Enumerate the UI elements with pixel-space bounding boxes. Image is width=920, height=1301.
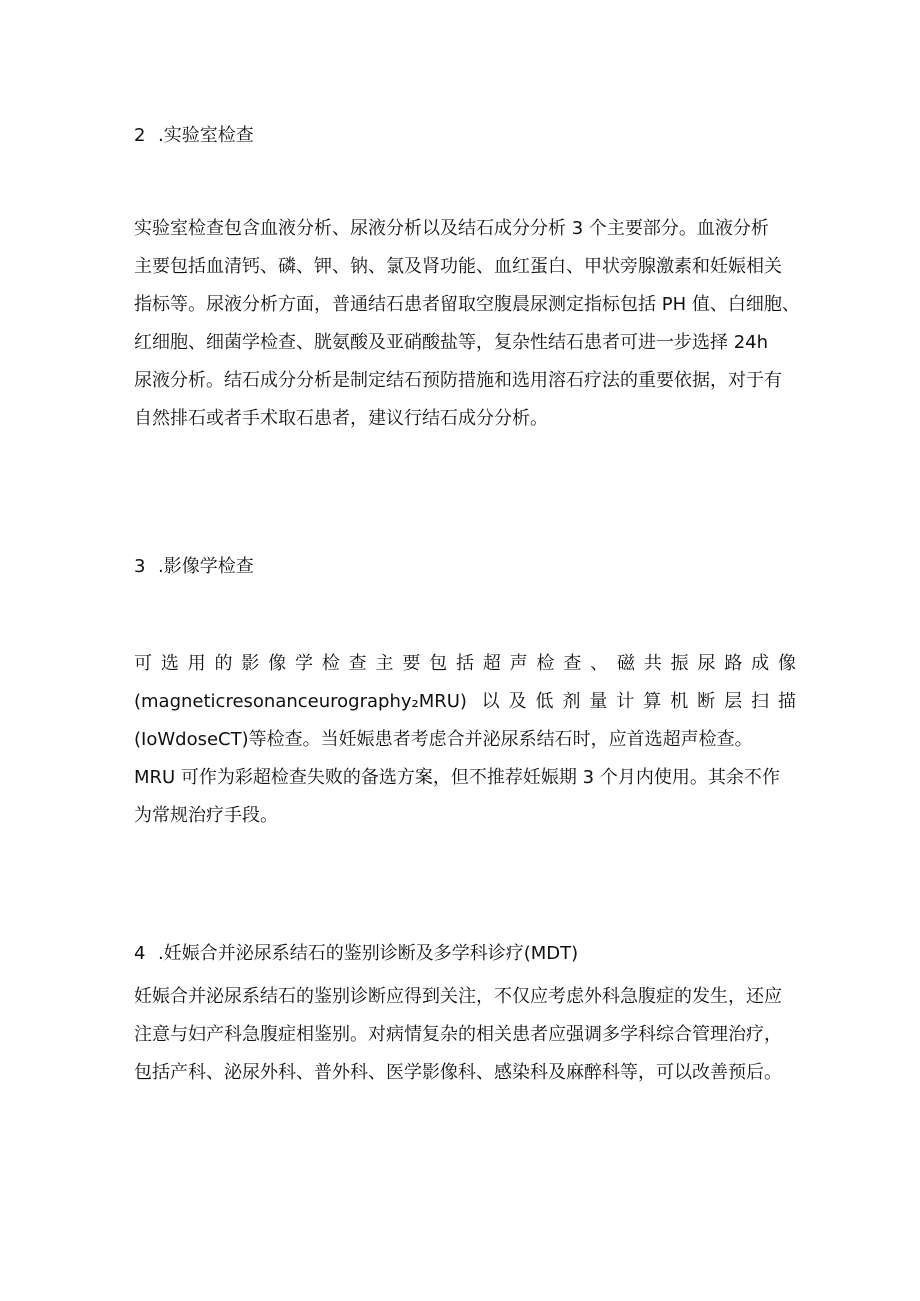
text-line: 主要包括血清钙、磷、钾、钠、氯及肾功能、血红蛋白、甲状旁腺激素和妊娠相关 — [134, 256, 782, 277]
section-heading-2 — [134, 117, 796, 155]
section-4-paragraph — [134, 978, 796, 1092]
text-line: 自然排石或者手术取石患者，建议行结石成分分析。 — [134, 408, 548, 429]
text-line: 实验室检查包含血液分析、尿液分析以及结石成分分析 3 个主要部分。血液分析 — [134, 218, 769, 239]
text-line: 为常规治疗手段。 — [134, 805, 278, 826]
section-number: 2 — [134, 125, 146, 146]
section-number: 3 — [134, 556, 146, 577]
section-title: .影像学检查 — [158, 556, 254, 577]
section-2-paragraph — [134, 210, 800, 438]
text-line: 包括产科、泌尿外科、普外科、医学影像科、感染科及麻醉科等，可以改善预后。 — [134, 1062, 782, 1083]
text-line: 可选用的影像学检查主要包括超声检查、磁共振尿路成像 — [134, 653, 796, 674]
text-line: 妊娠合并泌尿系结石的鉴别诊断应得到关注，不仅应考虑外科急腹症的发生，还应 — [134, 986, 782, 1007]
section-heading-3 — [134, 548, 796, 586]
text-line: (magneticresonanceurography₂MRU) 以及低剂量计算机断层扫描 — [134, 691, 796, 712]
text-line: 尿液分析。结石成分分析是制定结石预防措施和选用溶石疗法的重要依据，对于有 — [134, 370, 782, 391]
text-line: 指标等。尿液分析方面，普通结石患者留取空腹晨尿测定指标包括 PH 值、白细胞、 — [134, 294, 800, 315]
text-line: (IoWdoseCT)等检查。当妊娠患者考虑合并泌尿系结石时，应首选超声检查。 — [134, 729, 753, 750]
section-heading-4 — [134, 935, 796, 973]
section-title: .妊娠合并泌尿系结石的鉴别诊断及多学科诊疗(MDT) — [158, 943, 579, 964]
section-number: 4 — [134, 943, 146, 964]
text-line: MRU 可作为彩超检查失败的备选方案，但不推荐妊娠期 3 个月内使用。其余不作 — [134, 767, 780, 788]
text-line: 红细胞、细菌学检查、胱氨酸及亚硝酸盐等，复杂性结石患者可进一步选择 24h — [134, 332, 769, 353]
text-line: 注意与妇产科急腹症相鉴别。对病情复杂的相关患者应强调多学科综合管理治疗， — [134, 1024, 782, 1045]
section-3-paragraph — [134, 645, 796, 835]
section-title: .实验室检查 — [158, 125, 254, 146]
